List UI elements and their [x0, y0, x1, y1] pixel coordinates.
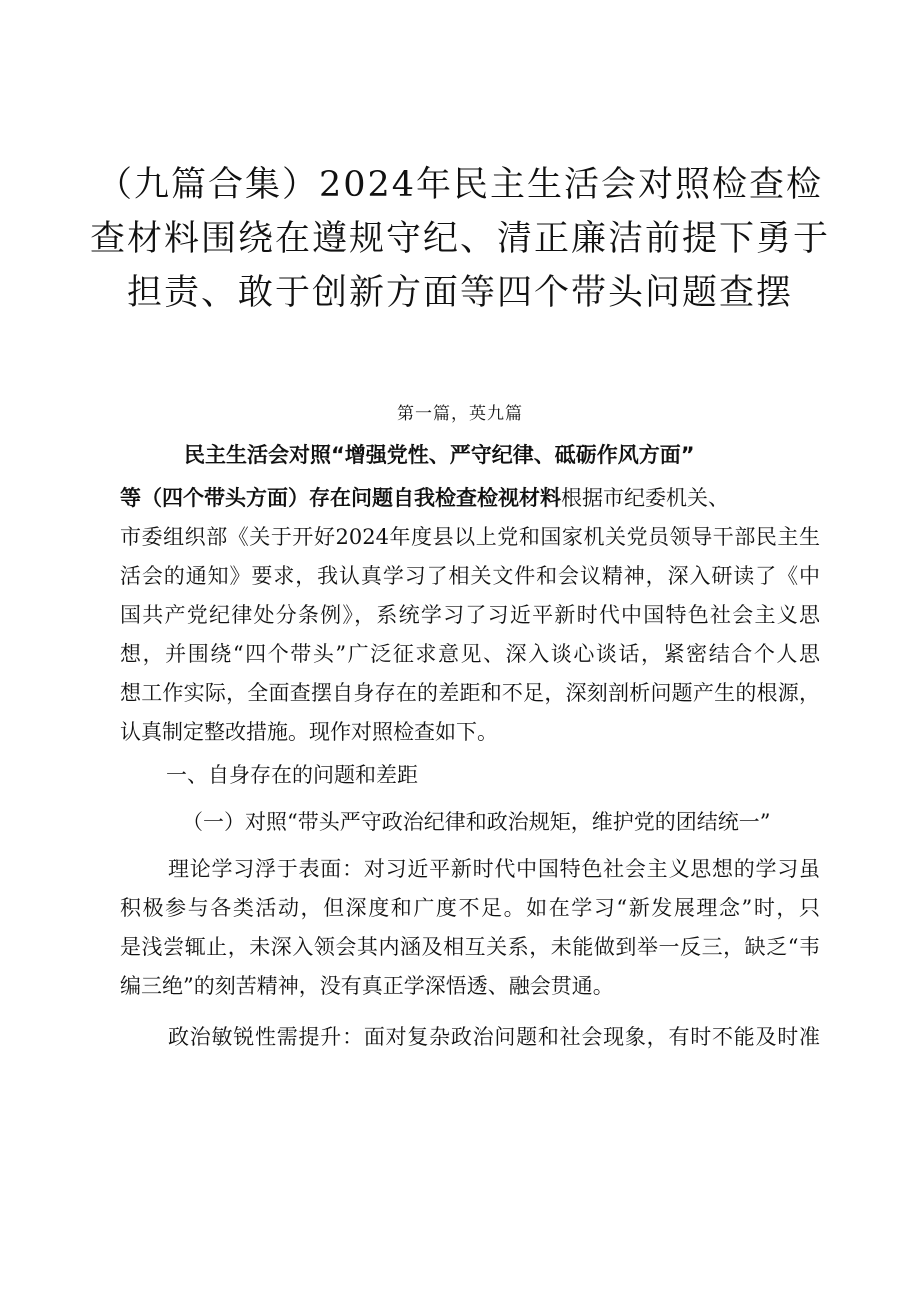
intro-bold-heading-cont: 等（四个带头方面）存在问题自我检查检视材料 [120, 486, 561, 510]
intro-line: 想工作实际，全面查摆自身存在的差距和不足，深刻剖析问题产生的根源， [120, 681, 820, 705]
section-heading-text: 一、自身存在的问题和差距 [166, 763, 418, 787]
chapter-subheading: 第一篇，英九篇 [397, 404, 523, 424]
paragraph-line: 是浅尝辄止，未深入领会其内涵及相互关系，未能做到举一反三，缺乏“韦 [120, 935, 820, 959]
intro-line: 市委组织部《关于开好2024年度县以上党和国家机关党员领导干部民主生 [120, 525, 820, 549]
document-body [120, 436, 820, 1057]
intro-line: 认真制定整改措施。现作对照检查如下。 [120, 720, 498, 744]
title-line: 查材料围绕在遵规守纪、清正廉洁前提下勇于 [90, 219, 831, 259]
paragraph-line: 积极参与各类活动，但深度和广度不足。如在学习“新发展理念”时，只 [120, 896, 820, 920]
intro-line: 活会的通知》要求，我认真学习了相关文件和会议精神，深入研读了《中 [120, 564, 820, 588]
paragraph-line: 政治敏锐性需提升：面对复杂政治问题和社会现象，有时不能及时准 [168, 1025, 820, 1049]
intro-text: 根据市纪委机关、 [561, 486, 729, 510]
paragraph-line: 理论学习浮于表面：对习近平新时代中国特色社会主义思想的学习虽 [168, 857, 820, 881]
intro-line: 国共产党纪律处分条例》，系统学习了习近平新时代中国特色社会主义思 [120, 603, 820, 627]
document-title [90, 158, 830, 320]
intro-bold-heading: 民主生活会对照“增强党性、严守纪律、砥砺作风方面” [184, 443, 695, 467]
subsection-heading: （一）对照“带头严守政治纪律和政治规矩，维护党的团结统一” [182, 810, 771, 834]
intro-line: 想，并围绕“四个带头”广泛征求意见、深入谈心谈话，紧密结合个人思 [120, 642, 820, 666]
section-heading [120, 756, 820, 795]
title-line: （九篇合集）2024年民主生活会对照检查检 [96, 165, 824, 205]
paragraph-line: 编三绝”的刻苦精神，没有真正学深悟透、融会贯通。 [120, 974, 614, 998]
title-line: 担责、敢于创新方面等四个带头问题查摆 [126, 273, 793, 313]
intro-line [120, 479, 820, 518]
